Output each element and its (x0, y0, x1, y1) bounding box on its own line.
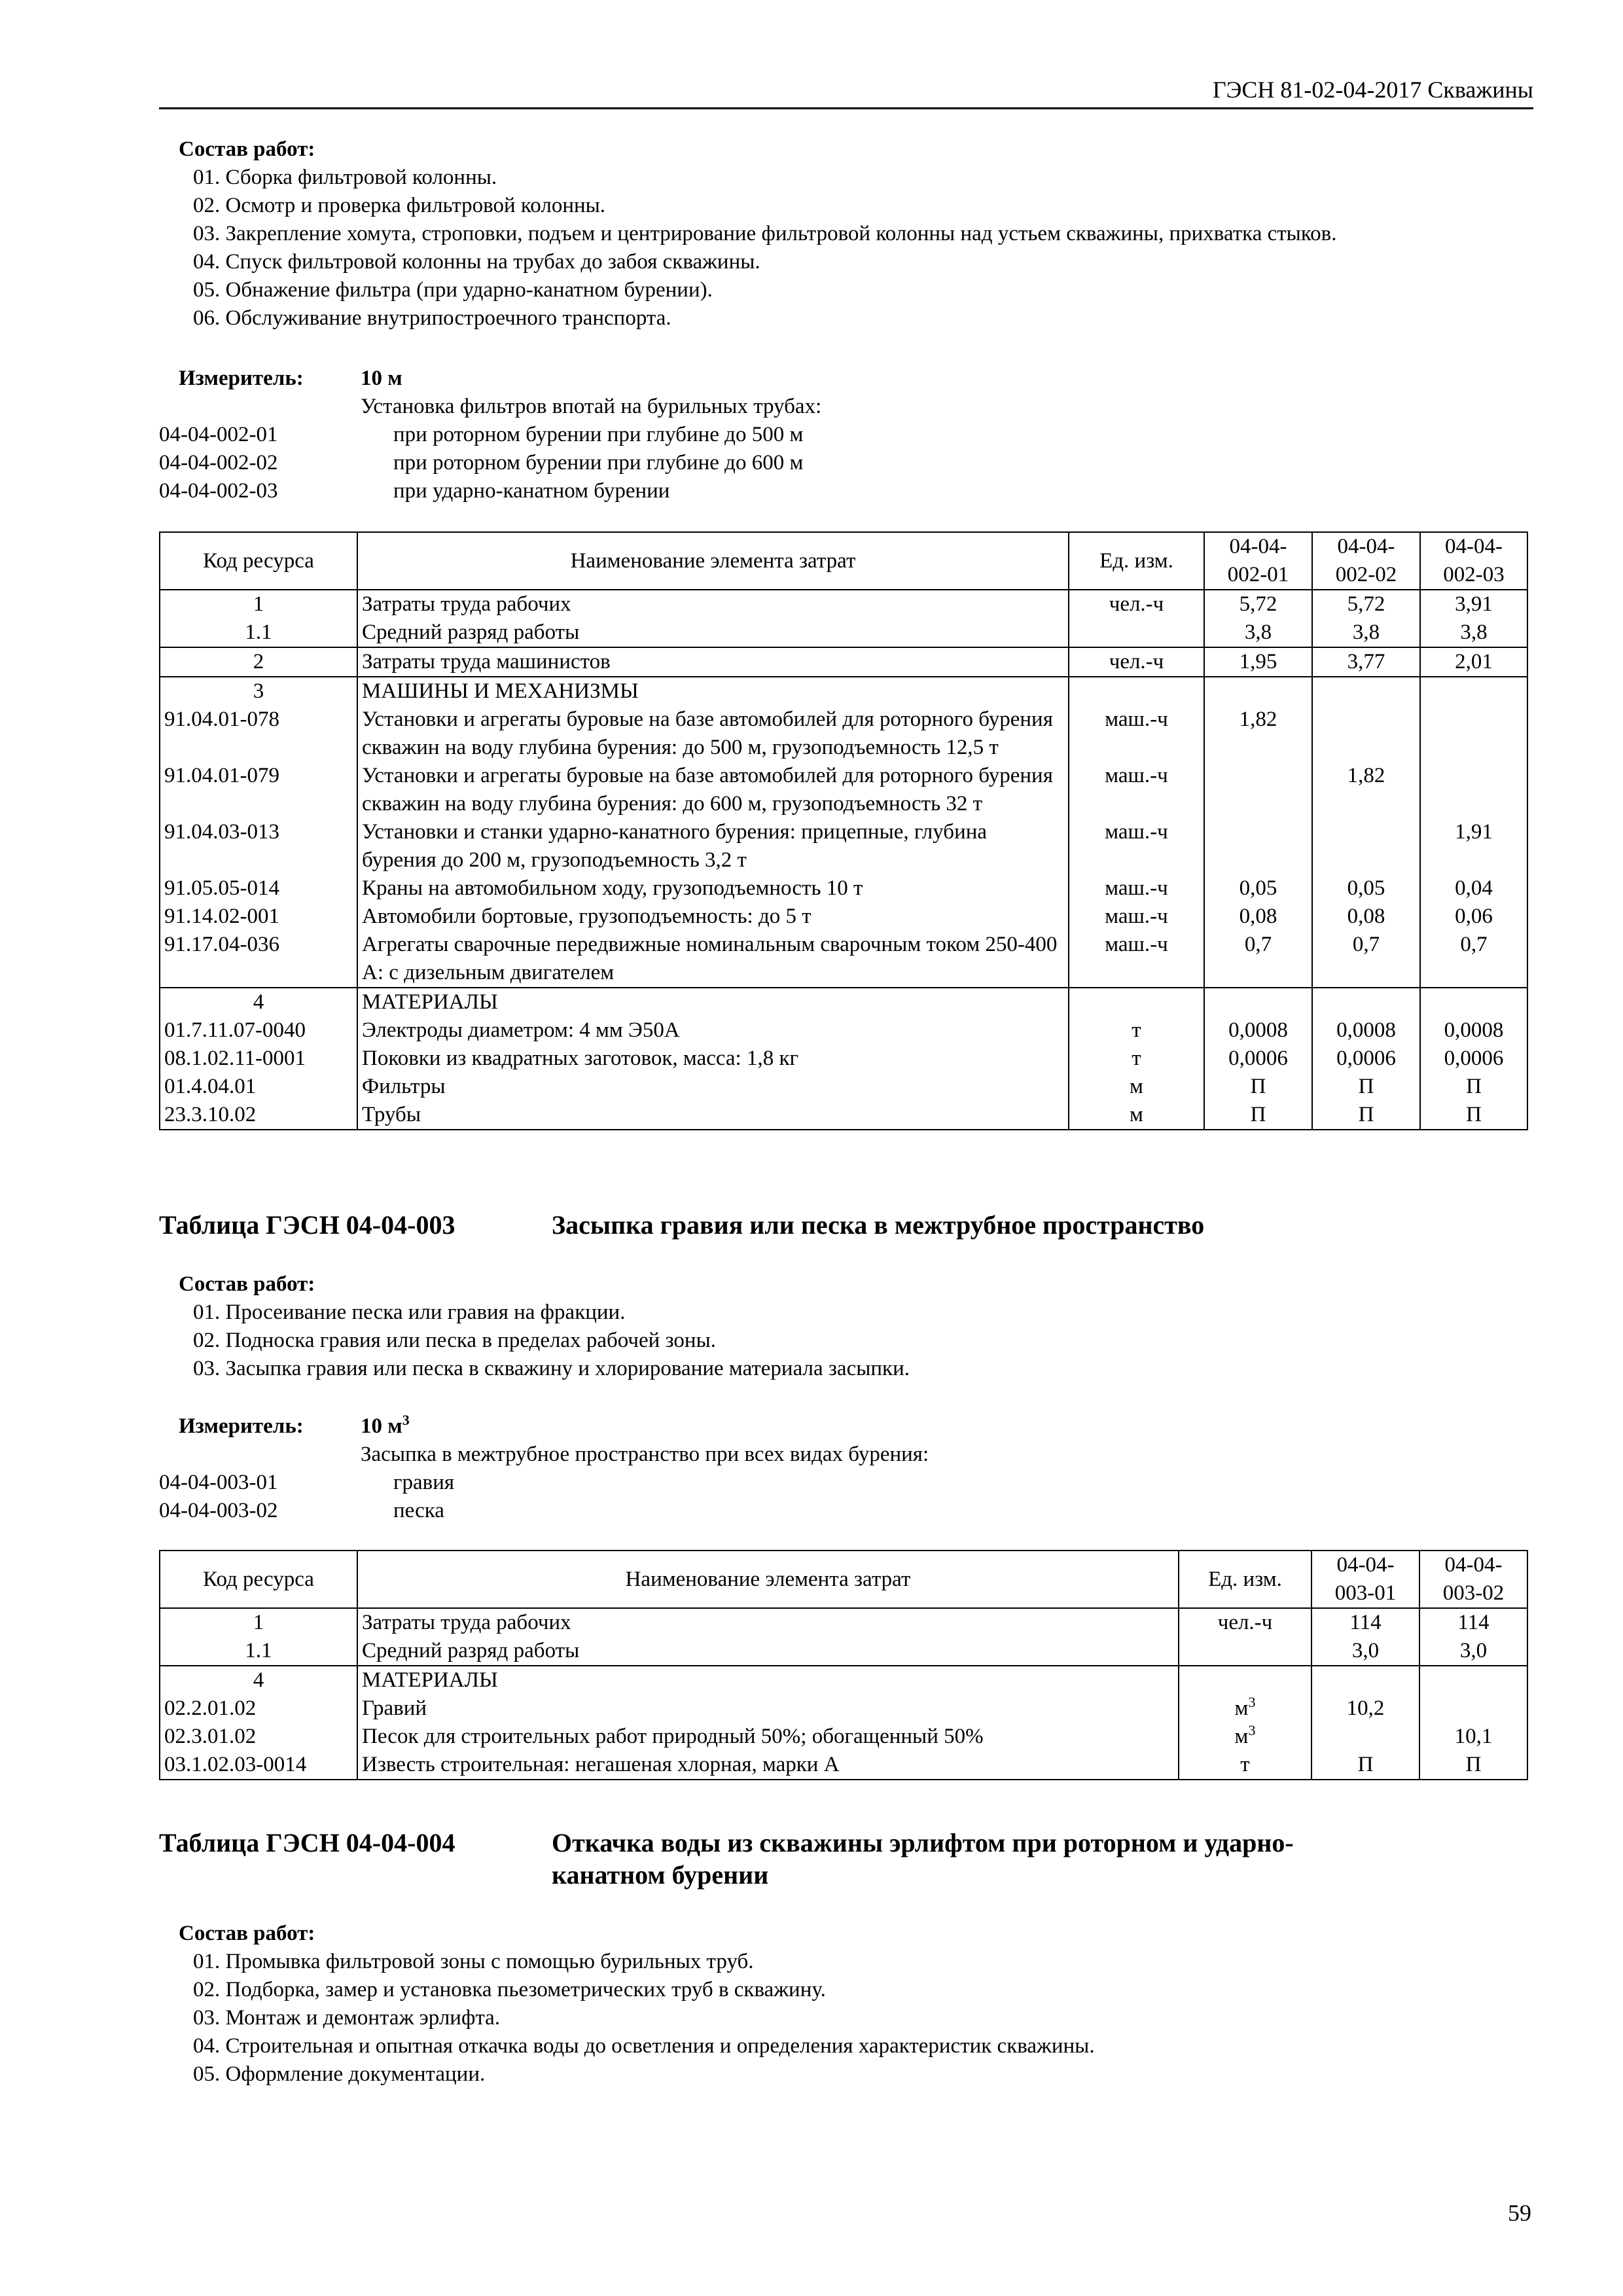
cell-name: Известь строительная: негашеная хлорная, марки А (357, 1751, 1179, 1780)
cell-name: Средний разряд работы (357, 619, 1069, 647)
table-row (160, 874, 1527, 903)
cell-value: 0,08 (1204, 903, 1312, 931)
cell-value: 0,7 (1312, 931, 1420, 988)
cell-value (1204, 988, 1312, 1016)
unit-text: м (1234, 1725, 1249, 1748)
header-norm-col-line: 002-03 (1443, 563, 1505, 586)
measure-text: песка (393, 1499, 444, 1522)
cell-unit: маш.-ч (1069, 818, 1204, 874)
cell-name: Песок для строительных работ природный 50%; обогащенный 50% (357, 1723, 1179, 1751)
cell-code: 01.4.04.01 (160, 1073, 357, 1101)
cell-unit: м (1069, 1073, 1204, 1101)
header-unit: Ед. изм. (1069, 532, 1204, 590)
header-norm-col-line: 04-04- (1336, 1553, 1395, 1577)
cost-table-04-04-003 (159, 1550, 1528, 1780)
table-label: Таблица ГЭСН 04-04-003 (159, 1210, 455, 1240)
header-norm-col (1204, 532, 1312, 590)
cell-value (1312, 677, 1420, 706)
table-title-line: канатном бурении (552, 1860, 769, 1890)
table-row (160, 1016, 1527, 1045)
header-norm-col (1419, 1551, 1527, 1608)
header-unit: Ед. изм. (1179, 1551, 1311, 1608)
cell-value: 3,8 (1312, 619, 1420, 647)
table-header-row (160, 532, 1527, 590)
cell-name: Затраты труда рабочих (357, 1608, 1179, 1637)
cell-name: Автомобили бортовые, грузоподъемность: до 5 т (357, 903, 1069, 931)
cell-value (1420, 677, 1527, 706)
cell-code: 4 (160, 988, 357, 1016)
measure-description: Установка фильтров впотай на бурильных трубах: (361, 395, 822, 418)
cell-code: 1.1 (160, 619, 357, 647)
cell-value (1312, 818, 1420, 874)
cell-code: 1 (160, 590, 357, 619)
cell-value (1312, 988, 1420, 1016)
cell-value: 1,91 (1420, 818, 1527, 874)
work-item: 01. Сборка фильтровой колонны. (193, 166, 497, 189)
cell-value: 10,2 (1311, 1695, 1419, 1723)
table-header-row (160, 1551, 1527, 1608)
table-row (160, 1751, 1527, 1780)
header-cost-element: Наименование элемента затрат (357, 532, 1069, 590)
document-header-title: ГЭСН 81-02-04-2017 Скважины (1212, 77, 1533, 103)
cell-code: 91.04.01-078 (160, 706, 357, 762)
measure-value: 10 м (361, 367, 402, 390)
cell-name: МАТЕРИАЛЫ (357, 1666, 1179, 1695)
cell-value: 5,72 (1204, 590, 1312, 619)
work-item: 02. Осмотр и проверка фильтровой колонны. (193, 194, 606, 217)
cell-code: 91.04.01-079 (160, 762, 357, 818)
cell-value: 0,0006 (1204, 1045, 1312, 1073)
cell-code: 3 (160, 677, 357, 706)
cell-unit: чел.-ч (1179, 1608, 1311, 1637)
work-item: 05. Оформление документации. (193, 2062, 486, 2086)
cell-unit (1179, 1695, 1311, 1723)
cell-code: 91.17.04-036 (160, 931, 357, 988)
cell-name: Средний разряд работы (357, 1637, 1179, 1666)
cell-value (1311, 1666, 1419, 1695)
work-composition-title: Состав работ: (179, 1922, 315, 1945)
work-item: 05. Обнажение фильтра (при ударно-канатном бурении). (193, 278, 713, 302)
cell-value: 0,0008 (1204, 1016, 1312, 1045)
cell-name: Агрегаты сварочные передвижные номинальным сварочным током 250-400 А: с дизельным двигателем (357, 931, 1069, 988)
header-norm-col-line: 003-02 (1442, 1581, 1505, 1605)
measure-code: 04-04-002-03 (159, 479, 278, 503)
table-row (160, 903, 1527, 931)
cell-unit: т (1069, 1016, 1204, 1045)
cell-unit: маш.-ч (1069, 931, 1204, 988)
work-item: 03. Монтаж и демонтаж эрлифта. (193, 2006, 501, 2030)
cell-value: П (1311, 1751, 1419, 1780)
work-item: 03. Засыпка гравия или песка в скважину и хлорирование материала засыпки. (193, 1357, 910, 1380)
table-row (160, 762, 1527, 818)
cell-value: 0,08 (1312, 903, 1420, 931)
table-label: Таблица ГЭСН 04-04-004 (159, 1828, 455, 1857)
cell-name: Затраты труда машинистов (357, 647, 1069, 677)
table-row (160, 1045, 1527, 1073)
cell-unit: маш.-ч (1069, 706, 1204, 762)
cell-name: Гравий (357, 1695, 1179, 1723)
cell-name: Трубы (357, 1101, 1069, 1130)
cell-name: МАТЕРИАЛЫ (357, 988, 1069, 1016)
table-row (160, 1637, 1527, 1666)
unit-text: м (1234, 1696, 1249, 1720)
cell-unit (1179, 1637, 1311, 1666)
cell-unit (1179, 1723, 1311, 1751)
header-divider (159, 107, 1533, 109)
cell-unit (1069, 619, 1204, 647)
header-cost-element: Наименование элемента затрат (357, 1551, 1179, 1608)
table-row (160, 818, 1527, 874)
cell-name: Фильтры (357, 1073, 1069, 1101)
cell-value: 0,0006 (1312, 1045, 1420, 1073)
header-norm-col-line: 04-04- (1444, 1553, 1503, 1577)
table-row (160, 1695, 1527, 1723)
cell-value: П (1420, 1101, 1527, 1130)
header-norm-col-line: 003-01 (1334, 1581, 1397, 1605)
cell-unit: т (1179, 1751, 1311, 1780)
measure-label: Измеритель: (179, 1414, 304, 1438)
measure-code: 04-04-003-02 (159, 1499, 278, 1522)
measure-code: 04-04-002-01 (159, 423, 278, 446)
table-row (160, 677, 1527, 706)
cell-code: 1.1 (160, 1637, 357, 1666)
cell-code: 03.1.02.03-0014 (160, 1751, 357, 1780)
table-row (160, 1073, 1527, 1101)
header-resource-code: Код ресурса (160, 1551, 357, 1608)
cell-value (1420, 706, 1527, 762)
work-item: 06. Обслуживание внутрипостроечного транспорта. (193, 306, 671, 330)
cell-value: 5,72 (1312, 590, 1420, 619)
work-item: 01. Промывка фильтровой зоны с помощью бурильных труб. (193, 1950, 754, 1973)
cell-value (1420, 762, 1527, 818)
cell-name: Поковки из квадратных заготовок, масса: 1,8 кг (357, 1045, 1069, 1073)
cell-value: 3,0 (1419, 1637, 1527, 1666)
header-norm-col (1311, 1551, 1419, 1608)
cell-unit (1069, 988, 1204, 1016)
cell-code: 4 (160, 1666, 357, 1695)
cell-value: 3,0 (1311, 1637, 1419, 1666)
measure-text: при роторном бурении при глубине до 500 м (393, 423, 804, 446)
work-composition-title: Состав работ: (179, 1272, 315, 1296)
cell-unit: чел.-ч (1069, 590, 1204, 619)
cell-code: 02.3.01.02 (160, 1723, 357, 1751)
cell-code: 2 (160, 647, 357, 677)
cell-value (1419, 1695, 1527, 1723)
measure-description: Засыпка в межтрубное пространство при всех видах бурения: (361, 1443, 929, 1466)
header-norm-col (1420, 532, 1527, 590)
cell-value: 2,01 (1420, 647, 1527, 677)
table-title: Засыпка гравия или песка в межтрубное пространство (552, 1210, 1205, 1240)
table-title-line: Откачка воды из скважины эрлифтом при роторном и ударно- (552, 1828, 1294, 1857)
cell-value (1419, 1666, 1527, 1695)
cell-unit: маш.-ч (1069, 874, 1204, 903)
cell-name: Установки и агрегаты буровые на базе автомобилей для роторного бурения скважин на воду глубина бурения: до 500 м, грузоподъемность 12,5 т (357, 706, 1069, 762)
measure-value (361, 1414, 410, 1439)
cell-value: 0,05 (1312, 874, 1420, 903)
header-norm-col-line: 002-02 (1335, 563, 1397, 586)
cell-code: 91.05.05-014 (160, 874, 357, 903)
section-04-04-003-intro (159, 1272, 1533, 1547)
cell-value (1204, 762, 1312, 818)
measure-text: гравия (393, 1471, 455, 1494)
cell-unit (1069, 677, 1204, 706)
header-norm-col-line: 002-01 (1227, 563, 1289, 586)
cell-name: МАШИНЫ И МЕХАНИЗМЫ (357, 677, 1069, 706)
cell-value: П (1204, 1101, 1312, 1130)
work-item: 01. Просеивание песка или гравия на фракции. (193, 1300, 626, 1324)
cell-value: 3,91 (1420, 590, 1527, 619)
header-norm-col-line: 04-04- (1337, 535, 1395, 558)
section-04-04-002-intro (159, 137, 1533, 504)
cell-code: 02.2.01.02 (160, 1695, 357, 1723)
cell-unit: чел.-ч (1069, 647, 1204, 677)
cell-value (1204, 818, 1312, 874)
table-row (160, 590, 1527, 619)
measure-value-text: 10 м (361, 1414, 402, 1438)
cell-value: 0,06 (1420, 903, 1527, 931)
cell-value: 0,0006 (1420, 1045, 1527, 1073)
unit-sup: 3 (1248, 1694, 1256, 1710)
cell-code: 08.1.02.11-0001 (160, 1045, 357, 1073)
cell-value (1420, 988, 1527, 1016)
work-item: 04. Строительная и опытная откачка воды до осветления и определения характеристик скважины. (193, 2034, 1095, 2058)
cell-code: 91.14.02-001 (160, 903, 357, 931)
cell-value (1311, 1723, 1419, 1751)
cell-value: 0,05 (1204, 874, 1312, 903)
work-item: 04. Спуск фильтровой колонны на трубах до забоя скважины. (193, 250, 760, 274)
measure-label: Измеритель: (179, 367, 304, 390)
cell-value: П (1420, 1073, 1527, 1101)
cell-value: 10,1 (1419, 1723, 1527, 1751)
cell-value: 1,82 (1204, 706, 1312, 762)
cell-value: 0,0008 (1312, 1016, 1420, 1045)
cell-unit: маш.-ч (1069, 762, 1204, 818)
cell-value: П (1204, 1073, 1312, 1101)
cell-name: Электроды диаметром: 4 мм Э50А (357, 1016, 1069, 1045)
cell-value: 1,95 (1204, 647, 1312, 677)
table-row (160, 988, 1527, 1016)
measure-code: 04-04-003-01 (159, 1471, 278, 1494)
measure-text: при ударно-канатном бурении (393, 479, 670, 503)
work-composition-title: Состав работ: (179, 137, 315, 161)
cell-value: 114 (1311, 1608, 1419, 1637)
measure-text: при роторном бурении при глубине до 600 м (393, 451, 804, 475)
cell-value (1312, 706, 1420, 762)
page-number: 59 (1508, 2200, 1531, 2226)
cell-code: 23.3.10.02 (160, 1101, 357, 1130)
header-resource-code: Код ресурса (160, 532, 357, 590)
cell-value: 3,8 (1420, 619, 1527, 647)
table-row (160, 1723, 1527, 1751)
work-item: 03. Закрепление хомута, строповки, подъем и центрирование фильтровой колонны над устьем скважины, прихватка стыков. (193, 222, 1337, 245)
cell-value: 3,8 (1204, 619, 1312, 647)
cell-code: 01.7.11.07-0040 (160, 1016, 357, 1045)
table-row (160, 1666, 1527, 1695)
measure-value-sup: 3 (402, 1412, 410, 1428)
cell-value: 0,7 (1204, 931, 1312, 988)
cell-value: П (1312, 1073, 1420, 1101)
work-item: 02. Подноска гравия или песка в пределах рабочей зоны. (193, 1329, 716, 1352)
cell-value: 0,0008 (1420, 1016, 1527, 1045)
table-row (160, 1608, 1527, 1637)
cell-name: Затраты труда рабочих (357, 590, 1069, 619)
cell-unit: маш.-ч (1069, 903, 1204, 931)
cell-value: 114 (1419, 1608, 1527, 1637)
cell-value: П (1419, 1751, 1527, 1780)
table-row (160, 931, 1527, 988)
cell-value: 3,77 (1312, 647, 1420, 677)
cell-value (1204, 677, 1312, 706)
header-norm-col-line: 04-04- (1229, 535, 1287, 558)
table-row (160, 647, 1527, 677)
header-norm-col (1312, 532, 1420, 590)
header-norm-col-line: 04-04- (1445, 535, 1503, 558)
work-item: 02. Подборка, замер и установка пьезометрических труб в скважину. (193, 1978, 826, 2001)
cell-code: 1 (160, 1608, 357, 1637)
unit-sup: 3 (1248, 1722, 1256, 1738)
measure-code: 04-04-002-02 (159, 451, 278, 475)
cell-unit (1179, 1666, 1311, 1695)
cell-unit: т (1069, 1045, 1204, 1073)
cell-value: 1,82 (1312, 762, 1420, 818)
cell-name: Краны на автомобильном ходу, грузоподъемность 10 т (357, 874, 1069, 903)
cell-unit: м (1069, 1101, 1204, 1130)
table-row (160, 619, 1527, 647)
cell-code: 91.04.03-013 (160, 818, 357, 874)
cell-value: П (1312, 1101, 1420, 1130)
cell-value: 0,04 (1420, 874, 1527, 903)
cell-name: Установки и агрегаты буровые на базе автомобилей для роторного бурения скважин на воду глубина бурения: до 600 м, грузоподъемность 32 т (357, 762, 1069, 818)
cost-table-04-04-002 (159, 531, 1528, 1130)
cell-value: 0,7 (1420, 931, 1527, 988)
cell-name: Установки и станки ударно-канатного бурения: прицепные, глубина бурения до 200 м, грузоподъемность 3,2 т (357, 818, 1069, 874)
table-row (160, 1101, 1527, 1130)
table-row (160, 706, 1527, 762)
section-04-04-004-intro (159, 1922, 1533, 2092)
